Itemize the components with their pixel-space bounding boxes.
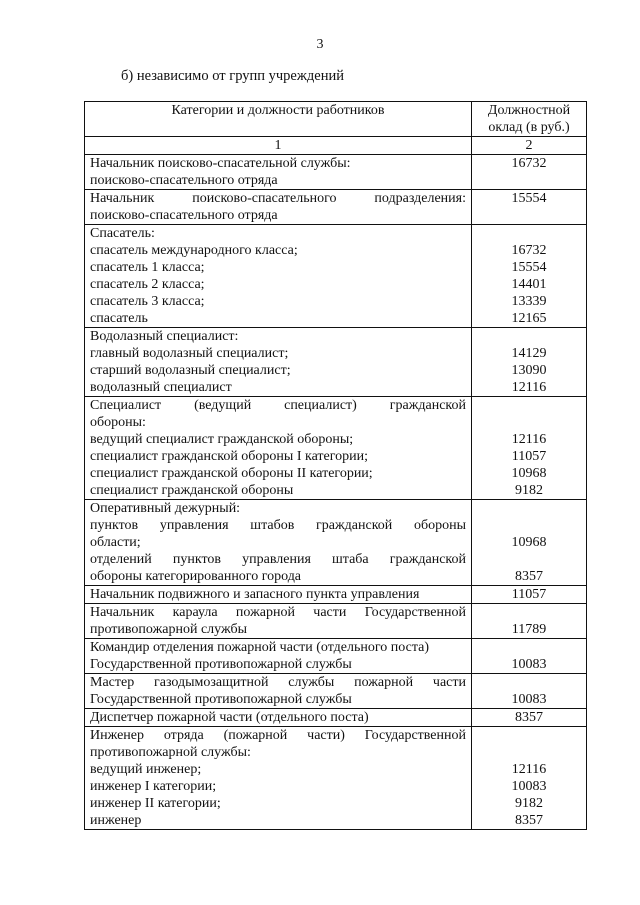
- salary-value: 15554: [511, 260, 547, 275]
- salary-value: 15554: [511, 191, 547, 206]
- category-cell: [85, 225, 472, 328]
- salary-value: 10968: [511, 466, 547, 481]
- category-line: специалист гражданской обороны: [90, 483, 294, 498]
- salary-blank: [477, 328, 581, 345]
- table-row: [85, 674, 587, 709]
- category-line: области;: [90, 535, 141, 550]
- category-line: Водолазный специалист:: [90, 329, 239, 344]
- salary-value: 13090: [511, 363, 547, 378]
- table-row: [85, 397, 587, 500]
- salary-blank: [477, 225, 581, 242]
- category-line: обороны категорированного города: [90, 569, 302, 584]
- category-line: пунктов управления штабов гражданской обороны: [90, 518, 466, 533]
- salary-blank: [477, 674, 581, 691]
- category-line: спасатель 3 класса;: [90, 294, 205, 309]
- salary-value: 12165: [511, 311, 547, 326]
- category-cell: [85, 727, 472, 830]
- category-line: инженер II категории;: [90, 796, 221, 811]
- table-row: [85, 727, 587, 830]
- category-cell: [85, 190, 472, 225]
- salary-blank: [477, 500, 581, 517]
- category-line: противопожарной службы: [90, 622, 247, 637]
- category-line: водолазный специалист: [90, 380, 232, 395]
- table-row: [85, 328, 587, 397]
- column-header-category: Категории и должности работников: [85, 102, 472, 137]
- table-header-row: [85, 102, 587, 137]
- category-line: Начальник караула пожарной части Государственной: [90, 605, 466, 620]
- category-line: Инженер отряда (пожарной части) Государственной: [90, 728, 466, 743]
- category-cell: [85, 328, 472, 397]
- salary-value: 10968: [511, 535, 547, 550]
- salary-cell: [472, 328, 587, 397]
- salary-value: 9182: [515, 796, 543, 811]
- salary-value: 11789: [511, 622, 547, 637]
- salary-blank: [477, 604, 581, 621]
- table-row: [85, 225, 587, 328]
- salary-table: [84, 101, 587, 830]
- category-line: Государственной противопожарной службы: [90, 692, 352, 707]
- category-line: главный водолазный специалист;: [90, 346, 289, 361]
- column-header-salary-line1: Должностной: [487, 103, 571, 118]
- salary-value: 14129: [511, 346, 547, 361]
- category-cell: [85, 639, 472, 674]
- category-cell: [85, 586, 472, 604]
- salary-cell: [472, 604, 587, 639]
- salary-value: 13339: [511, 294, 547, 309]
- salary-cell: [472, 190, 587, 225]
- table-row: [85, 500, 587, 586]
- section-heading: б) независимо от групп учреждений: [121, 68, 344, 84]
- column-header-salary-line2: оклад (в руб.): [488, 120, 570, 135]
- category-line: специалист гражданской обороны I категории;: [90, 449, 369, 464]
- table-row: [85, 639, 587, 674]
- salary-cell: [472, 639, 587, 674]
- category-line: отделений пунктов управления штаба гражданской: [90, 552, 466, 567]
- column-header-salary: [472, 102, 587, 137]
- category-line: Спасатель:: [90, 226, 155, 241]
- category-line: Начальник поисково-спасательного подразделения:: [90, 191, 466, 206]
- salary-value: 11057: [511, 587, 547, 602]
- category-line: поисково-спасательного отряда: [90, 208, 278, 223]
- salary-cell: [472, 500, 587, 586]
- salary-value: 14401: [511, 277, 547, 292]
- salary-value: 16732: [511, 243, 547, 258]
- category-line: Оперативный дежурный:: [90, 501, 241, 516]
- category-line: ведущий специалист гражданской обороны;: [90, 432, 354, 447]
- salary-value: 10083: [511, 657, 547, 672]
- salary-value: 10083: [511, 692, 547, 707]
- salary-cell: [472, 674, 587, 709]
- salary-value: 12116: [511, 380, 547, 395]
- table-row: [85, 709, 587, 727]
- category-line: ведущий инженер;: [90, 762, 202, 777]
- category-cell: [85, 397, 472, 500]
- salary-cell: [472, 709, 587, 727]
- category-line: обороны:: [90, 415, 146, 430]
- category-line: инженер I категории;: [90, 779, 217, 794]
- category-line: спасатель 1 класса;: [90, 260, 205, 275]
- category-line: специалист гражданской обороны II категории;: [90, 466, 373, 481]
- table-row: [85, 604, 587, 639]
- salary-blank: [477, 551, 581, 568]
- salary-cell: [472, 155, 587, 190]
- salary-value: 16732: [511, 156, 547, 171]
- category-cell: [85, 155, 472, 190]
- category-line: Командир отделения пожарной части (отдельного поста): [90, 640, 429, 655]
- salary-value: 11057: [511, 449, 547, 464]
- category-line: Начальник подвижного и запасного пункта управления: [90, 587, 420, 602]
- category-line: Начальник поисково-спасательной службы:: [90, 156, 351, 171]
- salary-blank: [477, 517, 581, 534]
- category-line: Мастер газодымозащитной службы пожарной части: [90, 675, 466, 690]
- category-cell: [85, 709, 472, 727]
- salary-value: 9182: [515, 483, 543, 498]
- salary-value: 8357: [515, 569, 543, 584]
- table-row: [85, 155, 587, 190]
- salary-value: 10083: [511, 779, 547, 794]
- category-line: спасатель: [90, 311, 148, 326]
- column-number-1: 1: [85, 137, 472, 155]
- salary-blank: [477, 639, 581, 656]
- salary-cell: [472, 586, 587, 604]
- column-number-2: 2: [472, 137, 587, 155]
- column-number-row: [85, 137, 587, 155]
- category-line: Государственной противопожарной службы: [90, 657, 352, 672]
- salary-value: 12116: [511, 762, 547, 777]
- category-line: поисково-спасательного отряда: [90, 173, 278, 188]
- category-line: Диспетчер пожарной части (отдельного поста): [90, 710, 369, 725]
- category-line: инженер: [90, 813, 142, 828]
- salary-cell: [472, 397, 587, 500]
- salary-cell: [472, 727, 587, 830]
- salary-blank: [477, 744, 581, 761]
- category-cell: [85, 500, 472, 586]
- salary-value: 12116: [511, 432, 547, 447]
- category-cell: [85, 604, 472, 639]
- salary-blank: [477, 414, 581, 431]
- category-line: старший водолазный специалист;: [90, 363, 291, 378]
- table-row: [85, 586, 587, 604]
- category-line: противопожарной службы:: [90, 745, 251, 760]
- salary-cell: [472, 225, 587, 328]
- table-row: [85, 190, 587, 225]
- salary-blank: [477, 727, 581, 744]
- salary-value: 8357: [515, 710, 543, 725]
- category-cell: [85, 674, 472, 709]
- salary-value: 8357: [515, 813, 543, 828]
- salary-blank: [477, 397, 581, 414]
- category-line: спасатель 2 класса;: [90, 277, 205, 292]
- page-number: 3: [316, 37, 324, 52]
- category-line: спасатель международного класса;: [90, 243, 298, 258]
- category-line: Специалист (ведущий специалист) гражданской: [90, 398, 466, 413]
